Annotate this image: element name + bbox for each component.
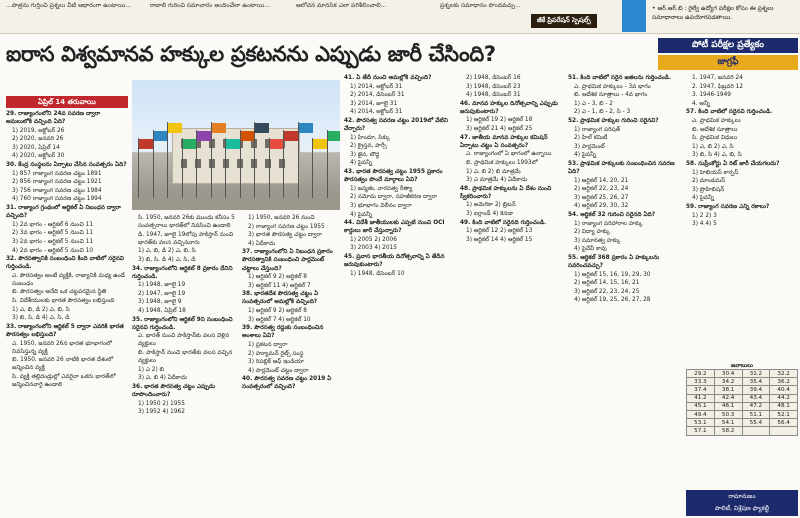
author-title: పాలిటీ, విశ్లేషణ ఫ్యాకల్టీ — [714, 505, 770, 512]
question-option: 4) ఏదీకాదు — [248, 240, 276, 247]
question-option: 1) 1950, జనవరి 26 నుంచి — [248, 215, 315, 221]
question-option: 3) భూభాగం విలీనం ద్వారా — [350, 202, 412, 209]
answer-cell: 44.2 — [770, 394, 798, 402]
question-option: 3) 1948, జూలై 9 — [138, 299, 182, 306]
question-option: 1) 857 రాజ్యాంగ సవరణ చట్టం 1891 — [12, 170, 102, 177]
question-option: 3) భారత పౌరసత్వ చట్టం ద్వారా — [248, 232, 322, 239]
section-tag: జీకే ప్రిపరేషన్ స్పెషల్స్ — [531, 14, 597, 28]
question-option: బి. పౌరసత్వం అనేది ఒక చట్టపరమైన స్థితి — [12, 289, 107, 296]
flag-pole — [211, 122, 212, 198]
question-option: 2) ఆర్టికల్ 22, 23, 24 — [574, 186, 629, 193]
answer-cell: 36.2 — [770, 378, 798, 386]
question-text: 44. విదేశీ జాతీయులకు ఎప్పటి నుంచి OCI కార్డులు జారీ చేస్తున్నారు? — [344, 220, 445, 235]
question-option: 3) 2020, ఏప్రిల్ 14 — [12, 144, 60, 151]
question-text: 59. రాజ్యాంగ సవరణ ఎన్ని రకాలు? — [686, 203, 770, 210]
question-option: 2) 856 రాజ్యాంగ సవరణ చట్టం 1921 — [12, 179, 102, 186]
question-option: బి. ఆదేశిక సూత్రాలు - 4వ భాగం — [574, 92, 648, 99]
answer-row — [687, 419, 798, 427]
answer-cell: 52.1 — [770, 410, 798, 418]
flag — [299, 123, 313, 133]
question-option: 3) బి, సి, డి 4) ఎ, సి, డి — [12, 315, 70, 322]
answer-cell: 30.4 — [714, 370, 742, 378]
answer-cell: 32.2 — [770, 370, 798, 378]
question-option: 3) 1948, డిసెంబర్ 23 — [466, 83, 521, 90]
question-option: 1) ఎ, బి, డి 2) ఎ, బి, సి — [138, 248, 196, 255]
flag-pole — [298, 122, 299, 198]
question-text: 30. కేంద్ర సంస్థలను ఏర్పాటు చేసిన సంవత్సరం ఏది? — [6, 162, 127, 169]
question-option: 1) ఆర్టికల్ 19 2) ఆర్టికల్ 18 — [466, 117, 533, 124]
answer-cell: 42.4 — [714, 394, 742, 402]
question-text: 45. ప్రవాస భారతీయ దినోత్సవాన్ని ఏ తేదీన జరుపుకుంటారు? — [344, 253, 445, 269]
question-text: 31. రాజ్యాంగ గ్రంథంలో ఆర్టికల్ ఏ నిబంధన ద్వారా వచ్చింది? — [6, 205, 121, 220]
question-option: ఎ. భారత్ నుంచి పాకిస్తాన్‌కు వలస వెళ్లిన వ్యక్తులు — [138, 333, 230, 348]
question-option: 1) ఎ, బి, డి 2) ఎ, బి, సి — [12, 306, 70, 313]
question-option: 2. 1947, ఫిబ్రవరి 12 — [692, 83, 744, 90]
question-option: 3) జైన, బౌద్ధ — [350, 151, 380, 158]
question-option: 3) 2014, జూలై 31 — [350, 100, 398, 107]
question-option: 3) రిపబ్లిక్ ఆఫ్ ఇండియా — [248, 359, 304, 366]
question-text: 39. పౌరసత్వ రద్దుకు సంబంధించిన అంశాలు ఏవి? — [242, 325, 324, 340]
question-option: 2) 1948, డిసెంబర్ 16 — [466, 75, 521, 81]
question-option: 1) 2 2) 3 — [692, 212, 717, 219]
question-option: బి. 1950, జనవరి 26 నాటికి భారత దేశంలో జన్మించిన వ్యక్తి — [12, 357, 114, 372]
question-option: 3) ఐర్లాండ్ 4) కెనడా — [466, 211, 514, 217]
question-text: 37. రాజ్యాంగంలోని ఏ నిబంధన ప్రకారం పౌరసత్వానికి సంబంధించి పార్లమెంట్ చట్టాలు చేస్తుంది? — [242, 249, 333, 272]
answer-cell: 40.4 — [770, 386, 798, 394]
answers-heading: జవాబులు — [731, 363, 753, 369]
answer-cell — [770, 427, 798, 435]
question-option: 4) 1948, డిసెంబర్ 31 — [466, 92, 521, 99]
page-headline: ఐరాస విశ్వమానవ హక్కుల ప్రకటనను ఎప్పుడు జారీ చేసింది? — [6, 42, 496, 66]
flag — [255, 123, 269, 133]
question-column-4 — [344, 74, 456, 516]
question-column-2 — [132, 214, 238, 516]
question-column-6 — [568, 74, 682, 516]
question-option: 4) పైవన్నీ — [692, 195, 715, 202]
answer-row — [687, 402, 798, 410]
flag-pole — [254, 122, 255, 198]
question-option: 1) ఎ - 3, బి - 2 — [574, 100, 613, 107]
top-fragment: ఆలోచన మానసిక ఎలా పరిశీలించాలి... — [296, 2, 387, 9]
decorative-box — [622, 0, 646, 32]
question-option: ఎ. 1950, జనవరి 26న భారత భూభాగంలో నివసిస్తున్న వ్యక్తి — [12, 340, 112, 355]
question-text: 35. రాజ్యాంగంలోని ఆర్టికల్ 9ని సంబంధించి సరైనవి గుర్తించండి. — [132, 316, 233, 331]
flag — [313, 139, 327, 149]
question-option: 2) 3వ భాగం - ఆర్టికల్ 5 నుంచి 11 — [12, 230, 94, 237]
question-option: 1) ఆర్టికల్ 9 2) ఆర్టికల్ 8 — [248, 308, 307, 315]
flag-pole — [167, 122, 168, 198]
question-column-5 — [460, 74, 564, 516]
question-option: 4) పైవన్నీ — [350, 160, 373, 167]
question-text: 42. పౌరసత్వ సవరణ చట్టం 2019లో వేటిని చేర్చారు? — [344, 117, 448, 133]
question-option: 1) రాజ్యాంగ పరిహారాల హక్కు — [574, 220, 643, 227]
flag — [154, 131, 168, 141]
answer-cell: 53.1 — [687, 419, 715, 427]
answer-row — [687, 378, 798, 386]
question-option: 3) ఆర్టికల్ 11 4) ఆర్టికల్ 7 — [248, 282, 311, 289]
question-option: 2) 1947, జూలై 19 — [138, 290, 186, 297]
question-text: 33. రాజ్యాంగంలోని ఆర్టికల్ 5 ద్వారా ఎవరికి భారత పౌరసత్వం లభిస్తుంది? — [6, 323, 124, 338]
question-option: బి. ఆదేశిక సూత్రాలు — [692, 126, 738, 133]
question-option: 1) హిందూ, సిక్కు — [350, 134, 391, 141]
question-option: 1) ప్రకటన ద్వారా — [248, 341, 288, 348]
answer-cell: 47.2 — [742, 402, 770, 410]
question-option: 1) ఆర్టికల్ 12 2) ఆర్టికల్ 13 — [466, 228, 533, 235]
question-option: 3. 1946-1949 — [692, 92, 731, 99]
question-text: 48. ప్రాథమిక హక్కులను ఏ దేశం నుంచి స్వీకరించారు? — [460, 185, 552, 200]
question-text: 46. మానవ హక్కుల దినోత్సవాన్ని ఎప్పుడు జరుపుకుంటారు? — [460, 100, 559, 115]
question-option: 4) ఆర్టికల్ 29, 30, 32 — [574, 203, 629, 210]
answer-cell: 37.4 — [687, 386, 715, 394]
question-column-7 — [686, 74, 798, 358]
question-option: 1) అమెరికా 2) బ్రిటన్ — [466, 202, 516, 209]
question-option: 1) ఎ, బి 2) బి మాత్రమే — [466, 168, 521, 175]
flag — [212, 123, 226, 133]
flag — [197, 131, 211, 141]
question-option: 4) పైవన్నీ — [350, 211, 373, 218]
question-option: 1) 2019, అక్టోబర్ 26 — [12, 127, 65, 134]
question-option: సి. విదేశీయులకు భారత పౌరసత్వం లభిస్తుంది — [12, 298, 115, 305]
question-option: ఎ. ప్రాథమిక హక్కులు - 3వ భాగం — [574, 83, 651, 90]
question-option: 4) పార్లమెంట్ చట్టం ద్వారా — [248, 367, 309, 374]
question-column-3 — [242, 214, 340, 516]
flag — [241, 131, 255, 141]
building — [172, 128, 300, 184]
question-option: 4) 2వ భాగం - ఆర్టికల్ 5 నుంచి 10 — [12, 247, 94, 254]
question-option: 2) ఎ - 1, బి - 2, సి - 3 — [574, 109, 631, 116]
answer-cell: 34.2 — [714, 378, 742, 386]
question-option: 3) సమానత్వ హక్కు — [574, 237, 621, 244]
question-option: బి. పాకిస్తాన్ నుంచి భారత్‌కు వలస వచ్చిన వ్యక్తులు — [138, 350, 233, 365]
question-option: ఎ. పౌరసత్వం అంటే వ్యక్తికి, రాజ్యానికి మధ్య ఉండే సంబంధం — [12, 272, 125, 287]
question-text: 47. జాతీయ మానవ హక్కుల కమిషన్ ఏర్పాటు చట్టం ఏ సంవత్సరం? — [460, 134, 548, 149]
question-text: 41. ఏ తేదీ నుంచి అమల్లోకి వచ్చింది? — [344, 75, 432, 81]
answer-cell: 29.2 — [687, 370, 715, 378]
answer-row — [687, 386, 798, 394]
question-option: 1) ఆర్టికల్ 14, 20, 21 — [574, 177, 629, 184]
answer-cell: 48.1 — [770, 402, 798, 410]
question-option: ఎ. ప్రాథమిక హక్కులు — [692, 117, 741, 124]
answer-cell: 41.2 — [687, 394, 715, 402]
question-option: 3) ప్రొహిబిషన్ — [692, 186, 725, 193]
answer-row — [687, 410, 798, 418]
question-option: 2) నమోదు ద్వారా, సహజీకరణ ద్వారా — [350, 194, 438, 201]
question-option: 1) జన్మతః, వారసత్వ రీత్యా — [350, 185, 413, 192]
question-option: 3) ఆర్టికల్ 21 4) ఆర్టికల్ 25 — [466, 126, 533, 133]
answer-cell: 56.4 — [770, 419, 798, 427]
question-option: ఎ. రాజ్యాంగంలో ఏ భాగంలో ఉన్నాయి — [466, 151, 552, 158]
question-text: 38. భారతదేశ పౌరసత్వ చట్టం ఏ సంవత్సరంలో అమల్లోకి వచ్చింది? — [242, 291, 319, 306]
author-credit — [686, 490, 798, 516]
question-column-1 — [6, 110, 128, 516]
question-text: 51. కింది వాటిలో సరైన జతలను గుర్తించండి. — [568, 75, 672, 81]
question-option: 2) 2020, జనవరి 26 — [12, 136, 64, 143]
question-option: 1) 2005 2) 2006 — [350, 236, 397, 243]
question-option: 4) 2014, అక్టోబర్ 31 — [350, 109, 403, 116]
question-option: 1) ఎ, బి 2) ఎ, సి — [692, 143, 734, 150]
question-text: 49. కింది వాటిలో సరైనది గుర్తించండి. — [460, 219, 547, 226]
question-option: బి. ప్రాథమిక హక్కులు 1993లో — [466, 159, 538, 166]
question-option: 3) ఆర్టికల్ 7 4) ఆర్టికల్ 10 — [248, 316, 311, 323]
question-text: 32. పౌరసత్వానికి సంబంధించి కింది వాటిలో సరైనవి గుర్తించండి. — [6, 256, 124, 271]
question-option: సి. 1950, జనవరి 26కు ముందు కనీసం 5 సంవత్సరాలు భారత్‌లో నివసించి ఉండాలి — [138, 215, 235, 230]
top-fragment: ...పాత్రను గుర్తించి ప్రశ్నలు వీటి ఆధారంగా ఉంటాయి... — [6, 2, 131, 9]
question-text: 55. ఆర్టికల్ 368 ప్రకారం ఏ హక్కులను సవరించవచ్చు? — [568, 254, 660, 270]
question-option: 3) ఎ, బి 4) ఏదీకాదు — [138, 375, 188, 382]
top-fragment: ప్రశ్నలకు సమాధానం పొందవచ్చు... — [440, 2, 521, 9]
answer-cell: 31.2 — [742, 370, 770, 378]
question-text: 53. ప్రాథమిక హక్కులకు సంబంధించిన సవరణ ఏది? — [568, 160, 675, 176]
question-option: 3) పార్లమెంట్ — [574, 143, 605, 150]
question-option: 4) పైవన్నీ — [574, 152, 597, 159]
question-option: 2) 2014, డిసెంబర్ 31 — [350, 92, 405, 99]
question-option: 3) 756 రాజ్యాంగ సవరణ చట్టం 1984 — [12, 187, 102, 194]
question-text: 52. ప్రాథమిక హక్కుల గురించి సరైనవి? — [568, 117, 659, 124]
question-text: 29. రాజ్యాంగంలోని 24వ సవరణ ద్వారా అమలులోకి వచ్చింది ఏది? — [6, 111, 101, 126]
question-option: 4) 1948, ఏప్రిల్ 18 — [138, 308, 186, 315]
continuation-label: ఏప్రిల్ 14 తరువాయి — [6, 96, 128, 108]
question-option: 3) ఆర్టికల్ 14 4) ఆర్టికల్ 15 — [466, 236, 533, 243]
section-label-box — [658, 38, 798, 70]
question-option: 3) ఆర్టికల్ 22, 23, 24, 25 — [574, 288, 640, 295]
question-option: సి. వ్యక్తి తల్లిదండ్రుల్లో ఎవరైనా ఒకరు భారత్‌లో జన్మించినవారై ఉండాలి — [12, 373, 116, 388]
question-text: 57. కింది వాటిలో సరైనవి గుర్తించండి. — [686, 109, 773, 116]
question-option: 2) హిల్ కమిటీ — [574, 135, 608, 142]
answer-cell: 50.3 — [714, 410, 742, 418]
question-option: 1. 1947, జనవరి 24 — [692, 75, 743, 81]
top-fragment: రావాలి గురించి సమాచారం అందించేలా ఉంటాయి... — [150, 2, 271, 9]
answer-cell: 43.4 — [742, 394, 770, 402]
question-option: 4. అన్నీ — [692, 100, 711, 107]
answer-cell: 39.4 — [742, 386, 770, 394]
flag — [284, 131, 298, 141]
question-option: 3) బి, సి 4) ఎ, బి, సి — [692, 152, 742, 159]
question-option: 4) ఆర్టికల్ 19, 25, 26, 27, 28 — [574, 297, 651, 304]
question-text: 58. సుప్రీంకోర్టు ఏ రిట్ జారీ చేయగలదు? — [686, 160, 780, 167]
question-text: 36. భారత పౌరసత్వ చట్టం ఎప్పుడు రూపొందించారు? — [132, 383, 216, 398]
answer-row — [687, 370, 798, 378]
section-subject: జాగ్రఫీ — [658, 55, 798, 70]
question-option: 2) రాజ్యాంగ సవరణ చట్టం 1955 — [248, 223, 325, 230]
question-option: 1) 2014, అక్టోబర్ 31 — [350, 83, 403, 90]
question-option: 3) ఎ మాత్రమే 4) ఏదీకాదు — [466, 177, 528, 184]
question-text: 34. రాజ్యాంగంలోని ఆర్టికల్ 8 ప్రకారం దేనిని గుర్తించండి. — [132, 265, 233, 280]
question-option: 3) 2003 4) 2015 — [350, 245, 397, 252]
question-option: 2) క్రైస్తవ, పార్సీ — [350, 143, 387, 150]
question-option: 2) ఆర్టికల్ 14, 15, 16, 21 — [574, 280, 640, 287]
question-option: 1) హెబియస్ కార్పస్ — [692, 169, 739, 176]
answer-cell: 51.1 — [742, 410, 770, 418]
question-option: 1) 1948, జూలై 19 — [138, 282, 186, 289]
author-name: రామానుజం — [728, 493, 756, 500]
question-option: 1) 1948, డిసెంబర్ 10 — [350, 270, 405, 277]
top-strip — [0, 0, 800, 34]
answer-cell: 57.1 — [687, 427, 715, 435]
question-option: డి. 1947, జూలై 19లోపు పాకిస్తాన్ నుంచి భారత్‌కు వలస వచ్చినవారు — [138, 231, 234, 246]
answer-row — [687, 427, 798, 435]
question-option: సి. ప్రాథమిక విధులు — [692, 135, 738, 142]
question-option: 1) ఆర్టికల్ 15, 16, 19, 29, 30 — [574, 271, 651, 278]
answer-cell: 54.1 — [714, 419, 742, 427]
question-option: 4) పైవేవీ కావు — [574, 246, 607, 253]
question-option: 2) విద్యా హక్కు — [574, 229, 611, 236]
question-option: 3) 2వ భాగం - ఆర్టికల్ 5 నుంచి 11 — [12, 238, 94, 245]
answer-cell: 33.3 — [687, 378, 715, 386]
answer-cell: 55.4 — [742, 419, 770, 427]
flag — [328, 131, 341, 141]
question-option: 4) 2020, అక్టోబర్ 30 — [12, 153, 65, 160]
question-option: 3) ఆర్టికల్ 25, 26, 27 — [574, 194, 629, 201]
section-title: పోటీ పరీక్షల ప్రత్యేకం — [658, 38, 798, 53]
question-text: 40. పౌరసత్వ సవరణ చట్టం 2019 ఏ సంవత్సరంలో వచ్చింది? — [242, 376, 332, 391]
flag — [139, 139, 153, 149]
flag — [183, 139, 197, 149]
question-option: 1) ఎ 2) బి — [138, 366, 165, 373]
answer-cell: 49.4 — [687, 410, 715, 418]
question-option: 2) మాండమస్ — [692, 178, 726, 185]
answer-cell: 46.1 — [714, 402, 742, 410]
answers-table — [686, 369, 798, 436]
question-option: 1) రాజ్యాంగ పరిషత్ — [574, 126, 621, 133]
question-text: 54. ఆర్టికల్ 32 గురించి సరైనది ఏది? — [568, 212, 656, 218]
question-option: 3) 1952 4) 1962 — [138, 409, 185, 416]
un-building-photo — [132, 80, 340, 210]
question-option: 3) 4 4) 5 — [692, 221, 717, 228]
question-option: 1) 1950 2) 1955 — [138, 400, 185, 407]
question-option: 3) బి, సి, డి 4) ఎ, సి, డి — [138, 256, 196, 263]
question-option: 4) 760 రాజ్యాంగ సవరణ చట్టం 1994 — [12, 196, 102, 203]
answer-cell: 35.4 — [742, 378, 770, 386]
top-right-fragment: • ఆర్.ఆర్.బి : రైల్వే ఉద్యోగ పరీక్షల కోసం ఈ ప్రశ్నలు సమాధానాలు ఉపయోగపడతాయి. — [652, 5, 774, 21]
question-text: 43. భారత పౌరసత్వ చట్టం 1955 ప్రకారం పౌరసత్వం పొందే మార్గాలు ఏవి? — [344, 169, 443, 184]
question-option: 1) 2వ భాగం - ఆర్టికల్ 6 నుంచి 11 — [12, 221, 94, 228]
answer-cell: 45.1 — [687, 402, 715, 410]
flag — [270, 139, 284, 149]
answer-cell — [742, 427, 770, 435]
flag — [226, 139, 240, 149]
question-option: 2) హ్యూమన్ రైట్స్ సంస్థ — [248, 350, 304, 357]
question-option: 1) ఆర్టికల్ 9 2) ఆర్టికల్ 8 — [248, 274, 307, 281]
answer-cell: 38.1 — [714, 386, 742, 394]
flag — [168, 123, 182, 133]
answer-cell: 58.2 — [714, 427, 742, 435]
answer-row — [687, 394, 798, 402]
